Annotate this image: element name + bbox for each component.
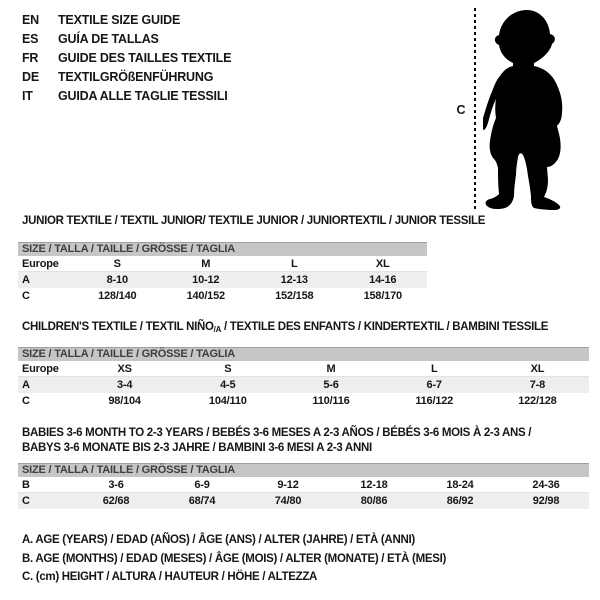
- children-title-subscript: /A: [213, 325, 222, 334]
- list-item: [22, 68, 231, 87]
- table-row: [18, 393, 589, 409]
- age-cell: 4-5: [220, 379, 236, 391]
- size-cell: XL: [530, 363, 545, 375]
- age-cell: 10-12: [192, 274, 220, 286]
- row-label: A: [22, 274, 30, 286]
- age-cell: 3-4: [116, 379, 133, 391]
- language-code: IT: [22, 89, 33, 103]
- age-cell: 6-7: [426, 379, 442, 391]
- height-cell: 80/86: [360, 495, 388, 507]
- babies-title-line1: BABIES 3-6 MONTH TO 2-3 YEARS / BEBÉS 3-6 MESES A 2-3 AÑOS / BÉBÉS 3-6 MOIS À 2-3 ANS /: [22, 427, 532, 439]
- row-label: Europe: [22, 258, 59, 270]
- junior-section-title: JUNIOR TEXTILE / TEXTIL JUNIOR/ TEXTILE JUNIOR / JUNIORTEXTIL / JUNIOR TESSILE: [22, 215, 486, 227]
- table-row: [18, 361, 589, 377]
- guide-title: GUIDA ALLE TAGLIE TESSILI: [58, 89, 228, 103]
- size-header-bar: SIZE / TALLA / TAILLE / GRÖSSE / TAGLIA: [18, 242, 427, 256]
- size-cell: S: [113, 258, 121, 270]
- age-cell: 14-16: [369, 274, 397, 286]
- baby-silhouette-image: [483, 8, 595, 212]
- table-row: [18, 256, 427, 272]
- size-header-bar: SIZE / TALLA / TAILLE / GRÖSSE / TAGLIA: [18, 463, 589, 477]
- row-label: Europe: [22, 363, 59, 375]
- children-size-table: [18, 347, 589, 409]
- table-row: [18, 288, 427, 304]
- row-label: A: [22, 379, 30, 391]
- guide-title: GUIDE DES TAILLES TEXTILE: [58, 51, 232, 65]
- height-cell: 92/98: [532, 495, 560, 507]
- guide-title: TEXTILE SIZE GUIDE: [58, 13, 181, 27]
- children-title-main: CHILDREN'S TEXTILE / TEXTIL NIÑO: [22, 321, 214, 333]
- height-cell: 98/104: [108, 395, 141, 407]
- list-item: [22, 87, 231, 106]
- height-cell: 74/80: [274, 495, 302, 507]
- babies-section-title: [22, 426, 582, 456]
- junior-size-table: [18, 242, 427, 304]
- language-code: EN: [22, 13, 39, 27]
- table-row: [18, 477, 589, 493]
- children-title-rest: / TEXTILE DES ENFANTS / KINDERTEXTIL / BAMBINI TESSILE: [221, 321, 549, 333]
- row-label: C: [22, 395, 30, 407]
- age-cell: 7-8: [529, 379, 546, 391]
- age-cell: 6-9: [194, 479, 210, 491]
- height-cell: 122/128: [518, 395, 557, 407]
- guide-title: GUÍA DE TALLAS: [58, 32, 159, 46]
- legend-line-a: A. AGE (YEARS) / EDAD (AÑOS) / ÂGE (ANS) / ALTER (JAHRE) / ETÀ (ANNI): [22, 534, 415, 546]
- language-code: ES: [22, 32, 39, 46]
- age-cell: 12-13: [280, 274, 308, 286]
- height-cell: 86/92: [446, 495, 474, 507]
- height-cell: 140/152: [186, 290, 225, 302]
- table-row: [18, 377, 589, 393]
- table-row: [18, 272, 427, 288]
- age-cell: 18-24: [446, 479, 474, 491]
- size-cell: M: [201, 258, 211, 270]
- height-cell: 116/122: [415, 395, 454, 407]
- age-cell: 9-12: [277, 479, 299, 491]
- row-label: B: [22, 479, 30, 491]
- size-cell: L: [290, 258, 298, 270]
- language-title-list: [22, 11, 231, 106]
- babies-size-table: [18, 463, 589, 509]
- age-cell: 8-10: [106, 274, 128, 286]
- age-cell: 3-6: [108, 479, 124, 491]
- height-cell: 62/68: [102, 495, 130, 507]
- legend-line-c: C. (cm) HEIGHT / ALTURA / HAUTEUR / HÖHE / ALTEZZA: [22, 571, 318, 583]
- height-cell: 152/158: [275, 290, 314, 302]
- height-cell: 158/170: [363, 290, 402, 302]
- list-item: [22, 11, 231, 30]
- height-cell: 110/116: [312, 395, 350, 407]
- row-label: C: [22, 290, 30, 302]
- size-cell: XL: [375, 258, 390, 270]
- legend-block: [22, 531, 446, 587]
- size-cell: L: [430, 363, 438, 375]
- babies-title-line2: BABYS 3-6 MONATE BIS 2-3 JAHRE / BAMBINI 3-6 MESI A 2-3 ANNI: [22, 442, 372, 454]
- list-item: [22, 49, 231, 68]
- children-section-title: [22, 321, 548, 334]
- height-cell: 104/110: [208, 395, 247, 407]
- legend-line-b: B. AGE (MONTHS) / EDAD (MESES) / ÂGE (MOIS) / ALTER (MONATE) / ETÀ (MESI): [22, 552, 447, 565]
- height-cell: 128/140: [98, 290, 137, 302]
- age-cell: 12-18: [360, 479, 388, 491]
- height-dashed-line: [474, 8, 476, 210]
- language-code: DE: [22, 70, 39, 84]
- size-cell: XS: [117, 363, 132, 375]
- age-cell: 5-6: [323, 379, 339, 391]
- language-code: FR: [22, 51, 39, 65]
- height-cell: 68/74: [188, 495, 216, 507]
- list-item: [22, 30, 231, 49]
- age-cell: 24-36: [532, 479, 560, 491]
- size-cell: S: [224, 363, 232, 375]
- table-row: [18, 493, 589, 509]
- row-label: C: [22, 495, 30, 507]
- size-header-bar: SIZE / TALLA / TAILLE / GRÖSSE / TAGLIA: [18, 347, 589, 361]
- size-cell: M: [326, 363, 336, 375]
- height-marker-label: C: [456, 103, 466, 117]
- guide-title: TEXTILGRÖßENFÜHRUNG: [58, 70, 214, 84]
